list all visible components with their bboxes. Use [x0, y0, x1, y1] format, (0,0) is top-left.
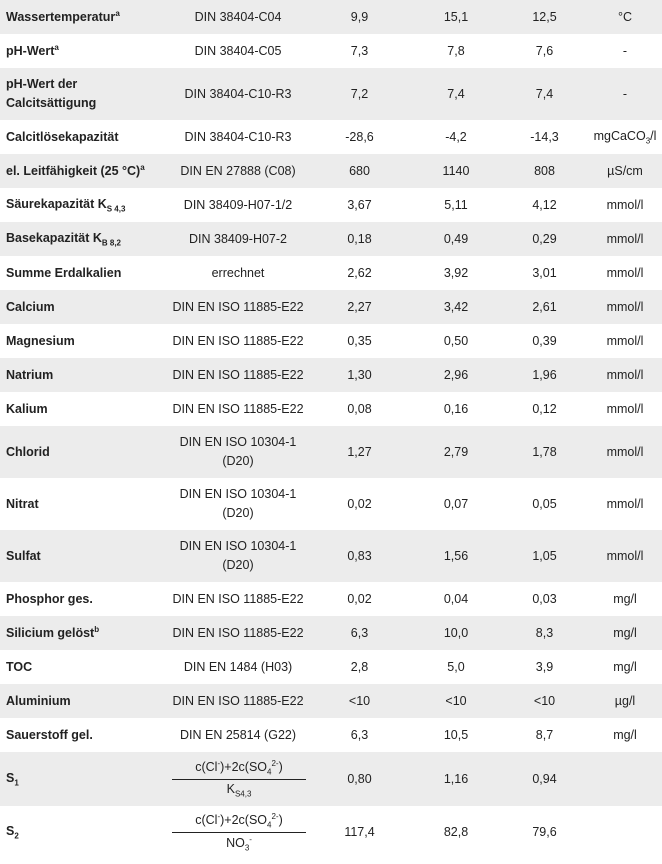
table-row — [0, 650, 662, 684]
parameter-cell: Silicium gelöst$^b$ — [0, 616, 168, 650]
value-3-cell: -14,3 — [501, 120, 588, 154]
parameter-cell: Calcium — [0, 290, 168, 324]
formula-fraction — [172, 759, 306, 798]
method-cell: errechnet — [168, 256, 308, 290]
unit-cell: mmol/l — [588, 530, 662, 582]
method-cell: DIN 38404-C10-R3 — [168, 68, 308, 120]
unit-cell: mmol/l — [588, 324, 662, 358]
table-row-s2 — [0, 806, 662, 858]
method-cell: DIN 38404-C10-R3 — [168, 120, 308, 154]
table-row — [0, 582, 662, 616]
value-3-cell: 7,4 — [501, 68, 588, 120]
parameter-cell: Aluminium — [0, 684, 168, 718]
value-1-cell: 0,80 — [308, 752, 411, 806]
value-1-cell: 2,27 — [308, 290, 411, 324]
value-3-cell: 7,6 — [501, 34, 588, 68]
value-3-cell: 808 — [501, 154, 588, 188]
unit-cell: mmol/l — [588, 426, 662, 478]
value-2-cell: 10,0 — [411, 616, 501, 650]
unit-cell: mmol/l — [588, 290, 662, 324]
value-2-cell: 1,16 — [411, 752, 501, 806]
value-3-cell: 0,12 — [501, 392, 588, 426]
value-2-cell: 0,50 — [411, 324, 501, 358]
table-row — [0, 120, 662, 154]
method-cell: DIN EN ISO 10304-1 (D20) — [168, 426, 308, 478]
value-1-cell: 0,08 — [308, 392, 411, 426]
value-1-cell: 0,35 — [308, 324, 411, 358]
unit-cell — [588, 752, 662, 806]
value-1-cell: 0,02 — [308, 582, 411, 616]
unit-cell: - — [588, 34, 662, 68]
unit-cell: mg/l — [588, 718, 662, 752]
value-2-cell: 0,16 — [411, 392, 501, 426]
parameter-cell: pH-Wert der Calcitsättigung — [0, 68, 168, 120]
value-3-cell: 1,05 — [501, 530, 588, 582]
value-3-cell: 12,5 — [501, 0, 588, 34]
value-1-cell: 0,02 — [308, 478, 411, 530]
unit-cell: mmol/l — [588, 222, 662, 256]
value-1-cell: 6,3 — [308, 718, 411, 752]
table-row — [0, 324, 662, 358]
table-row — [0, 0, 662, 34]
value-1-cell: <10 — [308, 684, 411, 718]
method-cell: DIN EN ISO 11885-E22 — [168, 324, 308, 358]
value-2-cell: -4,2 — [411, 120, 501, 154]
table-row — [0, 68, 662, 120]
parameter-cell: Sulfat — [0, 530, 168, 582]
value-3-cell: 0,03 — [501, 582, 588, 616]
value-3-cell: 0,94 — [501, 752, 588, 806]
value-3-cell: 3,9 — [501, 650, 588, 684]
method-cell: DIN EN ISO 10304-1 (D20) — [168, 478, 308, 530]
value-2-cell: 7,4 — [411, 68, 501, 120]
unit-cell: mmol/l — [588, 188, 662, 222]
unit-cell: µg/l — [588, 684, 662, 718]
method-cell: DIN EN 27888 (C08) — [168, 154, 308, 188]
table-row — [0, 290, 662, 324]
value-1-cell: 0,18 — [308, 222, 411, 256]
value-1-cell: 680 — [308, 154, 411, 188]
value-2-cell: 5,11 — [411, 188, 501, 222]
value-3-cell: 79,6 — [501, 806, 588, 858]
value-2-cell: 5,0 — [411, 650, 501, 684]
value-3-cell: 0,39 — [501, 324, 588, 358]
value-2-cell: 2,79 — [411, 426, 501, 478]
unit-cell — [588, 806, 662, 858]
value-2-cell: 0,07 — [411, 478, 501, 530]
parameter-cell: Phosphor ges. — [0, 582, 168, 616]
value-2-cell: 1,56 — [411, 530, 501, 582]
method-cell: DIN 38404-C05 — [168, 34, 308, 68]
unit-cell: µS/cm — [588, 154, 662, 188]
parameter-cell: Summe Erdalkalien — [0, 256, 168, 290]
parameter-cell: Calcitlösekapazität — [0, 120, 168, 154]
method-cell: DIN EN ISO 11885-E22 — [168, 582, 308, 616]
value-2-cell: 10,5 — [411, 718, 501, 752]
formula-numerator: $c(Cl^-)+2c(SO_4^{2-})$ — [172, 812, 306, 833]
value-3-cell: 0,29 — [501, 222, 588, 256]
value-3-cell: <10 — [501, 684, 588, 718]
value-2-cell: 1140 — [411, 154, 501, 188]
unit-cell: mmol/l — [588, 392, 662, 426]
value-3-cell: 4,12 — [501, 188, 588, 222]
unit-cell: mmol/l — [588, 478, 662, 530]
table-row — [0, 616, 662, 650]
value-3-cell: 0,05 — [501, 478, 588, 530]
value-1-cell: 1,30 — [308, 358, 411, 392]
method-cell: DIN EN 1484 (H03) — [168, 650, 308, 684]
parameter-cell: Wassertemperatur$^a$ — [0, 0, 168, 34]
value-1-cell: 117,4 — [308, 806, 411, 858]
value-1-cell: 7,2 — [308, 68, 411, 120]
table-row — [0, 222, 662, 256]
parameter-cell: Chlorid — [0, 426, 168, 478]
unit-cell: °C — [588, 0, 662, 34]
method-cell: DIN EN ISO 11885-E22 — [168, 684, 308, 718]
parameter-cell: Nitrat — [0, 478, 168, 530]
value-3-cell: 1,96 — [501, 358, 588, 392]
value-2-cell: 82,8 — [411, 806, 501, 858]
table-row — [0, 392, 662, 426]
value-2-cell: <10 — [411, 684, 501, 718]
table-row — [0, 358, 662, 392]
unit-cell: - — [588, 68, 662, 120]
method-cell: DIN 38409-H07-2 — [168, 222, 308, 256]
value-1-cell: 2,62 — [308, 256, 411, 290]
parameter-cell: Magnesium — [0, 324, 168, 358]
formula-fraction — [172, 812, 306, 852]
table-row — [0, 478, 662, 530]
parameter-cell: $S_1$ — [0, 752, 168, 806]
method-cell: DIN EN 25814 (G22) — [168, 718, 308, 752]
method-cell: DIN EN ISO 11885-E22 — [168, 616, 308, 650]
unit-cell: mg/l — [588, 582, 662, 616]
table-row — [0, 154, 662, 188]
parameter-cell: Sauerstoff gel. — [0, 718, 168, 752]
parameter-cell: Kalium — [0, 392, 168, 426]
table-row — [0, 256, 662, 290]
table-row — [0, 188, 662, 222]
value-2-cell: 15,1 — [411, 0, 501, 34]
value-1-cell: 0,83 — [308, 530, 411, 582]
formula-cell — [168, 752, 308, 806]
unit-cell: mmol/l — [588, 358, 662, 392]
table-row — [0, 718, 662, 752]
formula-denominator: $NO_3^-$ — [226, 834, 252, 853]
parameter-cell: TOC — [0, 650, 168, 684]
parameter-cell: Basekapazität $K_{B 8,2}$ — [0, 222, 168, 256]
value-2-cell: 2,96 — [411, 358, 501, 392]
parameter-cell: $S_2$ — [0, 806, 168, 858]
table-row — [0, 34, 662, 68]
value-1-cell: 3,67 — [308, 188, 411, 222]
value-3-cell: 8,7 — [501, 718, 588, 752]
value-3-cell: 1,78 — [501, 426, 588, 478]
table-row — [0, 684, 662, 718]
unit-cell: mg/l — [588, 650, 662, 684]
table-row — [0, 530, 662, 582]
formula-numerator: $c(Cl^-)+2c(SO_4^{2-})$ — [172, 759, 306, 780]
parameter-cell: pH-Wert$^a$ — [0, 34, 168, 68]
method-cell: DIN 38404-C04 — [168, 0, 308, 34]
method-cell: DIN EN ISO 11885-E22 — [168, 358, 308, 392]
value-1-cell: 6,3 — [308, 616, 411, 650]
parameter-cell: el. Leitfähigkeit (25 °C)$^a$ — [0, 154, 168, 188]
unit-cell: mg/l — [588, 616, 662, 650]
table-row-s1 — [0, 752, 662, 806]
unit-cell: mmol/l — [588, 256, 662, 290]
value-2-cell: 3,42 — [411, 290, 501, 324]
value-3-cell: 3,01 — [501, 256, 588, 290]
value-1-cell: 9,9 — [308, 0, 411, 34]
value-2-cell: 0,49 — [411, 222, 501, 256]
value-2-cell: 0,04 — [411, 582, 501, 616]
method-cell: DIN 38409-H07-1/2 — [168, 188, 308, 222]
unit-cell: mgCaCO$_3$/l — [588, 120, 662, 154]
value-3-cell: 8,3 — [501, 616, 588, 650]
table-row — [0, 426, 662, 478]
method-cell: DIN EN ISO 11885-E22 — [168, 392, 308, 426]
value-1-cell: 1,27 — [308, 426, 411, 478]
method-cell: DIN EN ISO 11885-E22 — [168, 290, 308, 324]
value-1-cell: 2,8 — [308, 650, 411, 684]
parameter-cell: Natrium — [0, 358, 168, 392]
parameter-cell: Säurekapazität $K_{S 4,3}$ — [0, 188, 168, 222]
method-cell: DIN EN ISO 10304-1 (D20) — [168, 530, 308, 582]
value-1-cell: -28,6 — [308, 120, 411, 154]
formula-denominator: $K_{S4,3}$ — [226, 782, 252, 799]
value-3-cell: 2,61 — [501, 290, 588, 324]
value-2-cell: 7,8 — [411, 34, 501, 68]
value-1-cell: 7,3 — [308, 34, 411, 68]
value-2-cell: 3,92 — [411, 256, 501, 290]
formula-cell — [168, 806, 308, 858]
